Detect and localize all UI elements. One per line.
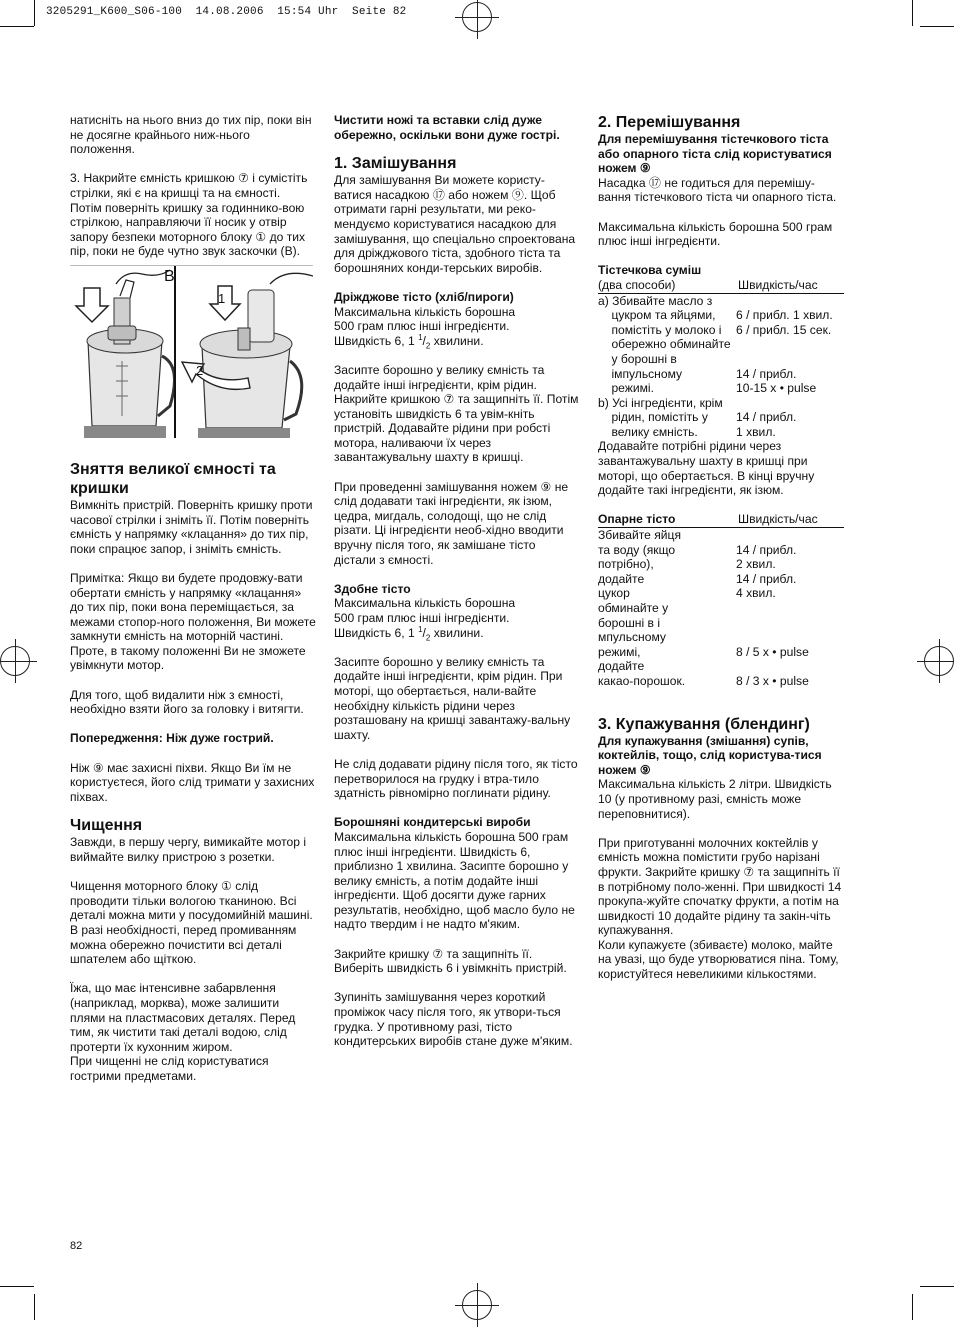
table-row xyxy=(598,616,844,631)
paragraph: Максимальна кількість борошна 500 грам плюс інші інгредієнти. Швидкість 6, приблизно 1 хвилина. Засипте борошно у велику ємність, а потім додайте інші інгредієнти. Щоб досягти дуже гарних результатів, необхідно, щоб масло було не надто твердим і не надто м'яким. xyxy=(334,829,575,932)
table-row xyxy=(598,659,844,674)
subheading: Борошняні кондитерські вироби xyxy=(334,815,531,830)
paragraph: Примітка: Якщо ви будете продовжу-вати обертати ємність у напрямку «клацання» до тих пір, поки вона переміщається, за межами стопор-ного положення, Ви можете замкнути ємність на моторній частині. Проте, в такому положенні Ви не зможете увімкнути мотор. xyxy=(70,570,316,673)
table-row xyxy=(598,630,844,645)
table-cell-speed: 4 хвил. xyxy=(736,586,776,601)
table-title: Опарне тісто xyxy=(598,512,676,527)
table-row xyxy=(598,528,844,543)
table-cell-step: борошні в і xyxy=(598,615,661,630)
table-cell-speed: 1 хвил. xyxy=(736,424,776,439)
table-cell-speed xyxy=(736,616,844,631)
page-number: 82 xyxy=(70,1240,83,1252)
paragraph: Чищення моторного блоку ① слід проводити тільки вологою тканиною. Всі деталі можна мити у посудомийній машині. В разі необхідності, перед промиванням можна обережно почистити всі деталі шпателем або щіткою. xyxy=(70,879,313,967)
sponge-table xyxy=(598,512,844,688)
crop-mark xyxy=(920,1286,954,1287)
table-body xyxy=(598,294,844,440)
warning-text: Чистити ножі та вставки слід дуже обережно, оскільки вони дуже гострі. xyxy=(334,113,560,142)
table-cell-speed: 8 / 5 x • pulse xyxy=(736,644,809,659)
paragraph: Закрийте кришку ⑦ та защипніть її. Виберіть швидкість 6 і увімкніть пристрій. xyxy=(334,946,567,976)
paragraph: Максимальна кількість борошна xyxy=(334,304,516,319)
registration-mark xyxy=(462,1290,492,1320)
section-heading: Зняття великої ємності та кришки xyxy=(70,460,276,497)
table-row xyxy=(598,396,844,411)
table-cell-speed: 14 / прибл. xyxy=(736,366,797,381)
table-cell-step: додайте xyxy=(598,571,645,586)
table-cell-speed xyxy=(736,659,844,674)
table-cell-step: режимі. xyxy=(598,381,654,396)
table-header xyxy=(598,512,844,528)
column-right xyxy=(598,113,844,982)
speed-text: Швидкість 6, 1 xyxy=(334,333,419,348)
table-subtitle: (два способи) xyxy=(598,277,676,292)
table-row xyxy=(598,557,844,572)
fraction-denominator: 2 xyxy=(425,341,431,351)
table-cell-step: рідин, помістіть у xyxy=(598,410,708,425)
table-cell-speed: 6 / прибл. 1 хвил. xyxy=(736,308,833,323)
warning-text: Для купажування (змішання) супів, коктейлів, тощо, слід користува-тися ножем ⑨ xyxy=(598,733,822,777)
warning-text: Для перемішування тістечкового тіста або опарного тіста слід користуватися ножем ⑨ xyxy=(598,132,832,176)
table-row xyxy=(598,381,844,396)
crop-mark xyxy=(34,0,35,26)
section-heading: 2. Перемішування xyxy=(598,114,741,131)
paragraph: Для того, щоб видалити ніж з ємності, необхідно взяти його за головку і витягти. xyxy=(70,687,304,717)
table-cell-step: мпульсному xyxy=(598,630,666,645)
table-row xyxy=(598,645,844,660)
table-cell-speed: 14 / прибл. xyxy=(736,410,797,425)
table-cell-speed xyxy=(736,630,844,645)
table-row xyxy=(598,572,844,587)
speed-text: Швидкість 6, 1 xyxy=(334,625,419,640)
print-header: 3205291_K600_S06-100 14.08.2006 15:54 Uhr Seite 82 xyxy=(46,6,407,18)
paragraph: Коли купажуєте (збиваєте) молоко, майте на увазі, що буде утворюватися піна. Тому, користуйтеся невеликими кількостями. xyxy=(598,937,839,982)
paragraph: Ніж ⑨ має захисні піхви. Якщо Ви їм не користуєтеся, його слід тримати у захисних піхвах. xyxy=(70,760,315,804)
registration-mark xyxy=(0,646,30,676)
table-cell-speed: 10-15 x • pulse xyxy=(736,381,817,396)
table-cell-step: какао-порошок. xyxy=(598,673,686,688)
crop-mark xyxy=(34,1294,35,1320)
paragraph: Засипте борошно у велику ємність та додайте інші інгредієнти, крім рідин. При моторі, що обертається, нали-вайте необхідну кількість рідини через розташовану на кришці завантажу-вальну шахту. xyxy=(334,654,571,742)
registration-mark xyxy=(462,2,492,32)
table-cell-speed xyxy=(736,396,844,411)
registration-mark xyxy=(924,646,954,676)
table-row xyxy=(598,337,844,352)
table-header xyxy=(598,278,844,294)
table-cell-step: режимі, xyxy=(598,644,641,659)
table-cell-step: a) Збивайте масло з xyxy=(598,293,713,308)
table-cell-speed: 2 хвил. xyxy=(736,557,776,572)
fraction-numerator: 1 xyxy=(418,624,423,634)
table-cell-speed: 14 / прибл. xyxy=(736,571,797,586)
crop-mark xyxy=(912,1294,913,1320)
column-left xyxy=(70,113,316,1084)
paragraph: 500 грам плюс інші інгредієнти. xyxy=(334,611,510,625)
paragraph: Максимальна кількість 2 літри. Швидкість 10 (у противному разі, ємність може переповнитися). xyxy=(598,777,832,821)
paragraph: Максимальна кількість борошна xyxy=(334,596,516,611)
table-row xyxy=(598,308,844,323)
cake-mix-table xyxy=(598,263,844,439)
subheading: Здобне тісто xyxy=(334,581,411,596)
table-body xyxy=(598,528,844,689)
crop-mark xyxy=(912,0,913,26)
speed-line: Швидкість 6, 1 $^1/_2$ хвилини. xyxy=(334,624,484,642)
paragraph: Не слід додавати рідину після того, як тісто перетворилося на грудку і втра-тило здатність рівномірно поглинати рідину. xyxy=(334,756,578,801)
table-cell-speed: 14 / прибл. xyxy=(736,542,797,557)
table-cell-step: Збивайте яйця xyxy=(598,528,682,543)
speed-header: Швидкість/час xyxy=(738,277,818,292)
fraction-numerator: 1 xyxy=(418,332,423,342)
subheading: Дріжджове тісто (хліб/пироги) xyxy=(334,289,514,304)
paragraph: Вимкніть пристрій. Поверніть кришку проти часової стрілки і зніміть її. Потім поверніть ємність у напрямку «клацання» до тих пір, поки спрацює запор, і зніміть ємність. xyxy=(70,497,313,556)
paragraph: При проведенні замішування ножем ⑨ не слід додавати такі інгредієнти, як ізюм, цедра, мигдаль, солодощі, що не слід різати. Ці інгредієнти необ-хідно вводити вручну після того, як замішане тісто дістали з ємності. xyxy=(334,479,569,567)
paragraph: 500 грам плюс інші інгредієнти. xyxy=(334,319,510,334)
speed-text: хвилини. xyxy=(430,625,484,640)
table-cell-speed xyxy=(736,337,844,352)
table-cell-step: додайте xyxy=(598,659,645,674)
paragraph: Додавайте потрібні рідини через завантажувальну шахту в кришці при моторі, що обертається. В кінці вручну додайте такі інгредієнти, як ізюм. xyxy=(598,439,815,498)
paragraph: натисніть на нього вниз до тих пір, поки він не досягне крайнього ниж-нього положення. xyxy=(70,113,312,157)
table-row xyxy=(598,425,844,440)
table-title: Тістечкова суміш xyxy=(598,263,702,278)
column-middle xyxy=(334,113,580,1049)
table-cell-step: імпульсному xyxy=(598,366,683,381)
table-cell-speed xyxy=(736,528,844,543)
table-row xyxy=(598,352,844,367)
paragraph: Максимальна кількість борошна 500 грам плюс інші інгредієнти. xyxy=(598,219,833,249)
table-cell-speed xyxy=(736,601,844,616)
table-cell-step: та воду (якщо xyxy=(598,542,676,557)
section-heading: 3. Купажування (блендинг) xyxy=(598,715,810,733)
table-cell-step: b) Усі інгредієнти, крім xyxy=(598,395,723,410)
table-cell-speed: 8 / 3 x • pulse xyxy=(736,673,809,688)
table-cell-speed: 6 / прибл. 15 сек. xyxy=(736,322,832,337)
paragraph: Засипте борошно у велику ємність та додайте інші інгредієнти, крім рідин. Накрийте кришкою ⑦ та защипніть її. Потім установіть швидкість 6 та увім-кніть пристрій. Додавайте рідини при робсті мотора, наливаючи їх через завантажувальну шахту в кришці. xyxy=(334,362,579,465)
table-cell-step: обминайте у xyxy=(598,601,669,615)
figure-label-b: B xyxy=(164,267,175,285)
table-row xyxy=(598,294,844,309)
table-row xyxy=(598,674,844,689)
table-cell-step: помістіть у молоко і xyxy=(598,322,722,337)
table-row xyxy=(598,586,844,601)
speed-header: Швидкість/час xyxy=(738,512,818,527)
paragraph: Завжди, в першу чергу, вимикайте мотор і виймайте вилку пристрою з розетки. xyxy=(70,835,307,864)
fraction-denominator: 2 xyxy=(425,633,431,642)
paragraph: При приготуванні молочних коктейлів у ємність можна помістити грубо нарізані фрукти. Закрийте кришку ⑦ та защипніть її в потрібному поло-женні. При швидкості 14 прокупа-жуйте спочатку фрукти, а потім на швидкості 10 додайте рідину та закін-чіть купажування. xyxy=(598,835,842,938)
speed-line: Швидкість 6, 1 $^1/_2$ хвилини. xyxy=(334,332,484,351)
table-cell-speed xyxy=(736,352,844,367)
table-row xyxy=(598,323,844,338)
section-heading: 1. Замішування xyxy=(334,155,457,173)
table-cell-step: у борошні в xyxy=(598,351,677,366)
table-row xyxy=(598,543,844,558)
table-cell-step: обережно обминайте xyxy=(598,337,731,352)
speed-text: хвилини. xyxy=(430,333,484,348)
paragraph: Для замішування Ви можете користу-ватися насадкою ⑰ або ножем ⑨. Щоб отримати гарні результати, ми реко-мендуємо користуватися насадкою для замішування, що спеціально спроектована для дріжджового тіста, здобного тіста та борошняних конди-терських виробів. xyxy=(334,173,576,275)
table-row xyxy=(598,601,844,616)
figure-label-2: 2 xyxy=(196,362,204,378)
figure-label-1: 1 xyxy=(218,290,226,306)
crop-mark xyxy=(0,26,34,27)
table-row xyxy=(598,410,844,425)
paragraph: При чищенні не слід користуватися гострими предметами. xyxy=(70,1054,269,1083)
table-row xyxy=(598,367,844,382)
paragraph: Зупиніть замішування через короткий проміжок часу після того, як утвори-ться грудка. У противному разі, тісто кондитерських виробів стане дуже м'яким. xyxy=(334,990,573,1049)
paragraph: Потім поверніть кришку за годиннико-вою стрілкою, направляючи її носик у отвір запору безпеки моторного блоку ① до тих пір, поки не буде чутно звук заскочки (B). xyxy=(70,200,306,259)
table-cell-step: цукор xyxy=(598,586,630,601)
table-cell-step: велику ємність. xyxy=(598,424,698,439)
paragraph: 3. Накрийте ємність кришкою ⑦ і сумістіть стрілки, які є на кришці та на ємності. xyxy=(70,171,308,200)
paragraph: Насадка ⑰ не годиться для перемішу-вання тістечкового тіста чи опарного тіста. xyxy=(598,175,837,205)
crop-mark xyxy=(920,26,954,27)
table-cell-step: цукром та яйцями, xyxy=(598,308,716,323)
assembly-illustration xyxy=(70,265,313,438)
section-heading: Чищення xyxy=(70,817,143,835)
paragraph: Їжа, що має інтенсивне забарвлення (наприклад, морква), може залишити плями на пластмасових деталях. Перед тим, як чистити такі деталі водою, слід протерти їх кухонним жиром. xyxy=(70,981,296,1054)
table-cell-step: потрібно), xyxy=(598,557,654,572)
warning-text: Попередження: Ніж дуже гострий. xyxy=(70,731,274,746)
crop-mark xyxy=(0,1286,34,1287)
table-cell-speed xyxy=(736,294,844,309)
